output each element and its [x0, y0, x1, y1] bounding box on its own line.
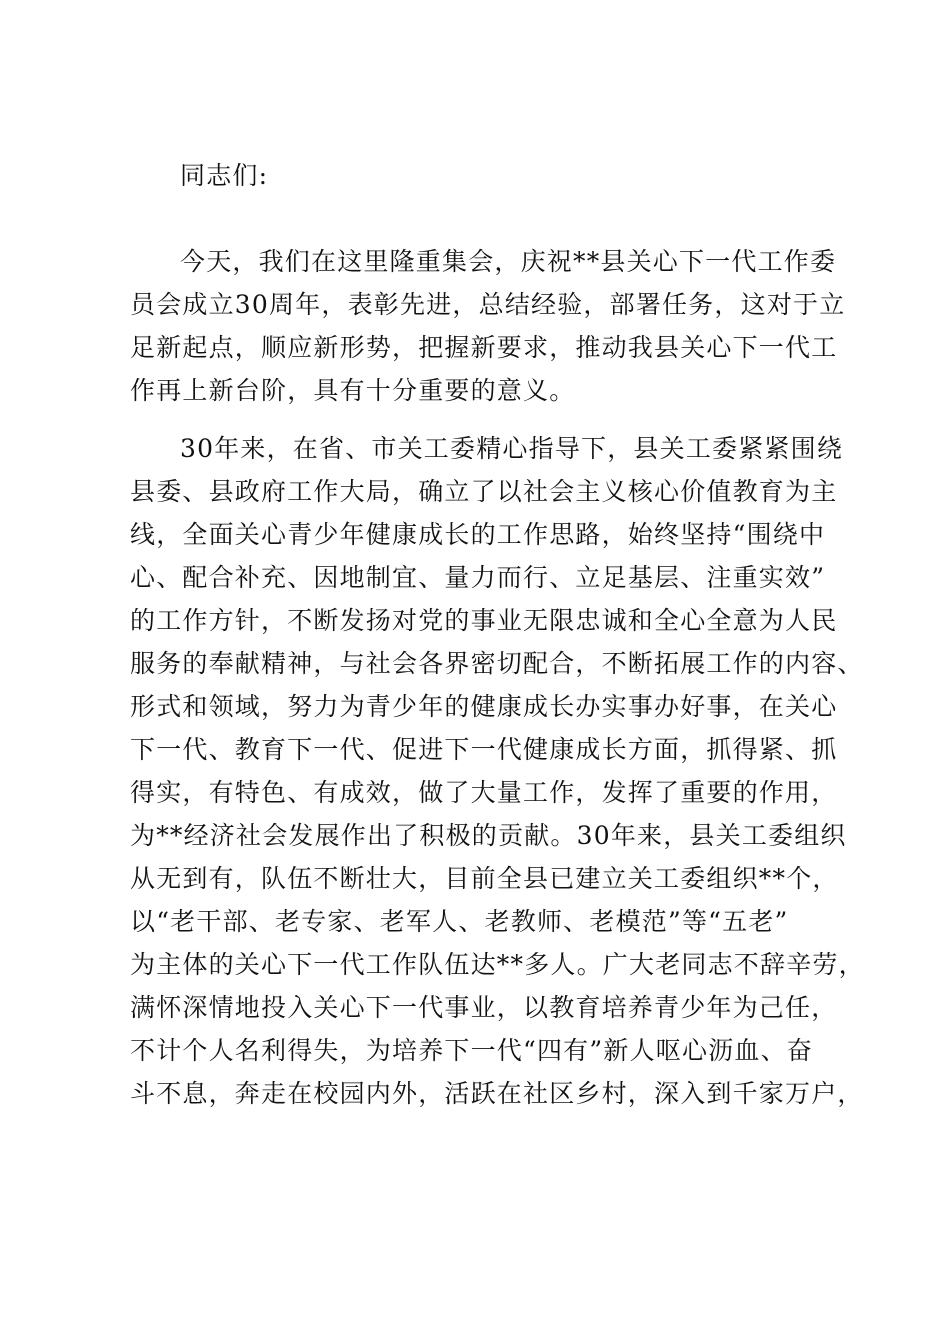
paragraph-2-line-4: 心、配合补充、因地制宜、量力而行、立足基层、注重实效”: [130, 563, 826, 592]
paragraph-2-line-1: 30年来，在省、市关工委精心指导下，县关工委紧紧围绕: [180, 434, 844, 463]
paragraph-2-line-6: 服务的奉献精神，与社会各界密切配合，不断拓展工作的内容、: [130, 649, 864, 678]
paragraph-2-line-12: 以“老干部、老专家、老军人、老教师、老模范”等“五老”: [130, 907, 789, 936]
paragraph-2-line-3: 线，全面关心青少年健康成长的工作思路，始终坚持“围绕中: [130, 520, 826, 549]
paragraph-1-line-4: 作再上新台阶，具有十分重要的意义。: [130, 376, 576, 405]
paragraph-2-line-15: 不计个人名利得失，为培养下一代“四有”新人呕心沥血、奋: [130, 1036, 813, 1065]
paragraph-1-line-3: 足新起点，顺应新形势，把握新要求，推动我县关心下一代工: [130, 333, 838, 362]
salutation: 同志们:: [180, 161, 269, 190]
paragraph-1-line-1: 今天，我们在这里隆重集会，庆祝**县关心下一代工作委: [180, 247, 837, 276]
paragraph-1-line-2: 员会成立30周年，表彰先进，总结经验，部署任务，这对于立: [130, 290, 846, 319]
paragraph-2-line-9: 得实，有特色、有成效，做了大量工作，发挥了重要的作用，: [130, 778, 838, 807]
paragraph-2-line-2: 县委、县政府工作大局，确立了以社会主义核心价值教育为主: [130, 477, 838, 506]
paragraph-2-line-14: 满怀深情地投入关心下一代事业，以教育培养青少年为己任，: [130, 993, 838, 1022]
paragraph-2-line-13: 为主体的关心下一代工作队伍达**多人。广大老同志不辞辛劳，: [130, 950, 865, 979]
paragraph-2-line-16: 斗不息，奔走在校园内外，活跃在社区乡村，深入到千家万户，: [130, 1079, 864, 1108]
paragraph-2-line-11: 从无到有，队伍不断壮大，目前全县已建立关工委组织**个，: [130, 864, 839, 893]
paragraph-2-line-10: 为**经济社会发展作出了积极的贡献。30年来，县关工委组织: [130, 821, 847, 850]
paragraph-2-line-8: 下一代、教育下一代、促进下一代健康成长方面，抓得紧、抓: [130, 735, 838, 764]
paragraph-2-line-5: 的工作方针，不断发扬对党的事业无限忠诚和全心全意为人民: [130, 606, 838, 635]
paragraph-2-line-7: 形式和领域，努力为青少年的健康成长办实事办好事，在关心: [130, 692, 838, 721]
